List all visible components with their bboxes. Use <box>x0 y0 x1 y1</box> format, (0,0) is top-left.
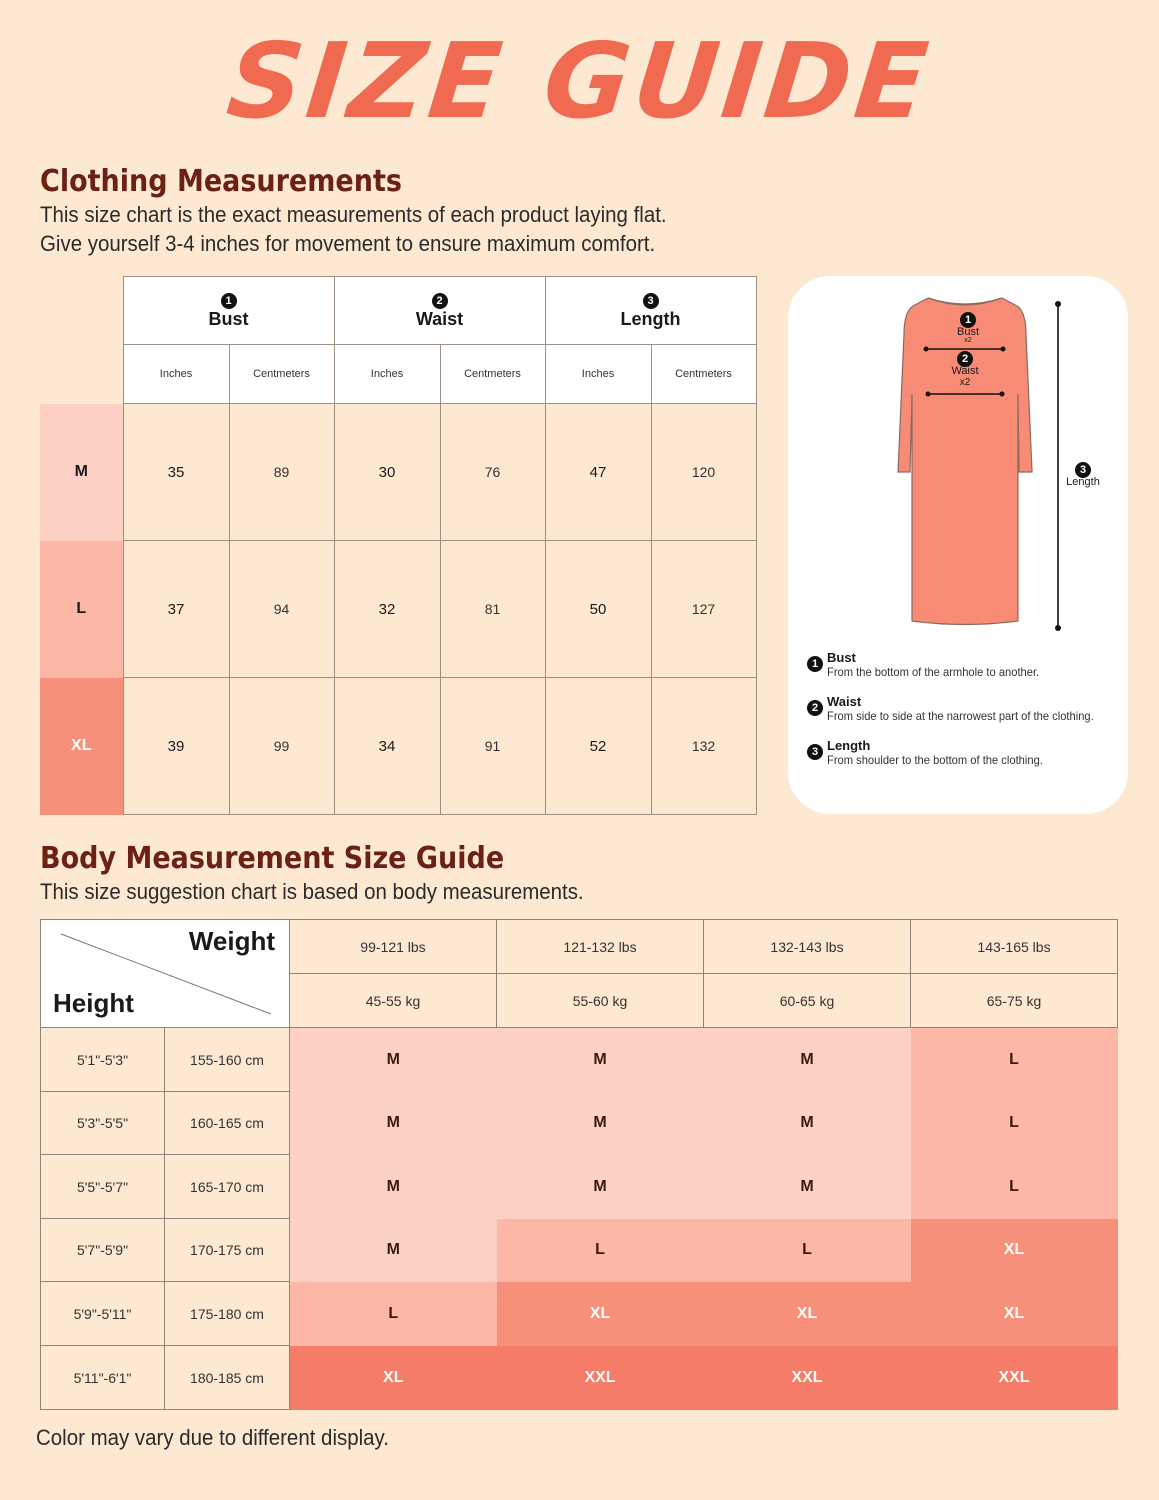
diagram-waist-multiplier: x2 <box>959 377 971 388</box>
unit-header: Inches <box>334 345 440 404</box>
size-cell: M <box>290 1155 497 1219</box>
diagram-bust-label: Bust <box>956 326 979 338</box>
size-cell: M <box>497 1028 704 1092</box>
color-disclaimer: Color may vary due to different display. <box>36 1425 389 1450</box>
size-cell: L <box>704 1219 911 1282</box>
weight-lbs-header: 143-165 lbs <box>911 920 1118 974</box>
table-row <box>40 404 756 541</box>
legend-title: Length <box>827 738 871 753</box>
measurement-cell: 76 <box>440 404 545 541</box>
weight-lbs-header: 99-121 lbs <box>290 920 497 974</box>
legend-title: Waist <box>827 694 862 709</box>
measurement-cell: 37 <box>123 541 229 678</box>
table-row <box>40 678 756 815</box>
measurement-cell: 50 <box>545 541 651 678</box>
measurement-cell: 39 <box>123 678 229 815</box>
clothing-heading: Clothing Measurements <box>40 164 402 199</box>
size-cell: M <box>290 1028 497 1092</box>
size-cell: L <box>290 1282 497 1346</box>
height-ft-cell: 5'11"-6'1" <box>41 1346 165 1410</box>
measurement-cell: 91 <box>440 678 545 815</box>
height-cm-cell: 155-160 cm <box>165 1028 290 1092</box>
clothing-measurements-table <box>40 276 757 815</box>
height-ft-cell: 5'3"-5'5" <box>41 1092 165 1155</box>
number-3-icon: 3 <box>807 744 823 760</box>
measurement-cell: 35 <box>123 404 229 541</box>
height-ft-cell: 5'7"-5'9" <box>41 1219 165 1282</box>
clothing-note-2: Give yourself 3-4 inches for movement to ensure maximum comfort. <box>40 231 656 256</box>
size-cell: L <box>911 1092 1118 1155</box>
legend-item-length <box>807 738 1043 767</box>
body-note: This size suggestion chart is based on body measurements. <box>40 879 584 904</box>
body-measurement-table <box>40 919 1118 1410</box>
number-3-icon: 3 <box>643 293 659 309</box>
unit-header: Centmeters <box>440 345 545 404</box>
size-cell: M <box>497 1092 704 1155</box>
legend-description: From the bottom of the armhole to another. <box>827 665 1040 679</box>
size-cell: M <box>290 1092 497 1155</box>
height-cm-cell: 180-185 cm <box>165 1346 290 1410</box>
size-cell: L <box>911 1155 1118 1219</box>
length-header <box>545 277 756 345</box>
diagram-length-label: Length <box>1066 476 1100 488</box>
size-label: M <box>40 404 123 541</box>
page-title: SIZE GUIDE <box>222 20 937 142</box>
height-ft-cell: 5'1"-5'3" <box>41 1028 165 1092</box>
measurement-cell: 120 <box>651 404 756 541</box>
measurement-cell: 34 <box>334 678 440 815</box>
measurement-cell: 52 <box>545 678 651 815</box>
legend-description: From side to side at the narrowest part of the clothing. <box>827 709 1094 723</box>
size-cell: XXL <box>497 1346 704 1410</box>
size-label: XL <box>40 678 123 815</box>
size-cell: M <box>704 1155 911 1219</box>
weight-height-corner <box>41 920 290 1028</box>
number-2-icon: 2 <box>807 700 823 716</box>
table-corner <box>40 277 123 345</box>
measurement-diagram-card <box>788 276 1128 814</box>
weight-kg-header: 65-75 kg <box>911 974 1118 1028</box>
size-cell: XL <box>911 1282 1118 1346</box>
unit-header: Inches <box>545 345 651 404</box>
unit-header: Centmeters <box>651 345 756 404</box>
measurement-cell: 94 <box>229 541 334 678</box>
legend-item-bust <box>807 650 1040 679</box>
measurement-cell: 127 <box>651 541 756 678</box>
weight-kg-header: 45-55 kg <box>290 974 497 1028</box>
size-cell: XL <box>704 1282 911 1346</box>
size-cell: XL <box>290 1346 497 1410</box>
number-1-icon: 1 <box>960 312 976 328</box>
size-cell: M <box>704 1028 911 1092</box>
legend-item-waist <box>807 694 1094 723</box>
measurement-cell: 99 <box>229 678 334 815</box>
unit-header: Inches <box>123 345 229 404</box>
height-ft-cell: 5'9"-5'11" <box>41 1282 165 1346</box>
size-cell: XL <box>911 1219 1118 1282</box>
height-cm-cell: 165-170 cm <box>165 1155 290 1219</box>
weight-lbs-header: 121-132 lbs <box>497 920 704 974</box>
number-2-icon: 2 <box>432 293 448 309</box>
table-row <box>40 541 756 678</box>
measurement-cell: 30 <box>334 404 440 541</box>
height-cm-cell: 160-165 cm <box>165 1092 290 1155</box>
weight-kg-header: 55-60 kg <box>497 974 704 1028</box>
bust-header <box>123 277 334 345</box>
weight-kg-header: 60-65 kg <box>704 974 911 1028</box>
table-row <box>41 1028 1118 1092</box>
size-cell: M <box>704 1092 911 1155</box>
size-cell: XXL <box>911 1346 1118 1410</box>
size-cell: M <box>497 1155 704 1219</box>
measurement-cell: 132 <box>651 678 756 815</box>
number-1-icon: 1 <box>221 293 237 309</box>
measurement-cell: 47 <box>545 404 651 541</box>
size-cell: L <box>497 1219 704 1282</box>
measurement-cell: 81 <box>440 541 545 678</box>
table-row <box>41 1346 1118 1410</box>
height-label: Height <box>53 988 134 1018</box>
clothing-note-1: This size chart is the exact measurements of each product laying flat. <box>40 202 667 227</box>
diagram-waist-label: Waist <box>951 365 979 377</box>
unit-header: Centmeters <box>229 345 334 404</box>
number-3-icon: 3 <box>1075 462 1091 478</box>
size-cell: L <box>911 1028 1118 1092</box>
waist-header <box>334 277 545 345</box>
measurement-cell: 32 <box>334 541 440 678</box>
weight-label: Weight <box>188 926 275 956</box>
table-row <box>41 1155 1118 1219</box>
weight-lbs-header: 132-143 lbs <box>704 920 911 974</box>
table-row <box>41 1219 1118 1282</box>
height-cm-cell: 175-180 cm <box>165 1282 290 1346</box>
length-header-label: Length <box>620 309 681 329</box>
size-cell: XL <box>497 1282 704 1346</box>
legend-title: Bust <box>827 650 856 665</box>
dress-shape-icon <box>898 298 1032 625</box>
table-row <box>41 1092 1118 1155</box>
diagram-bust-multiplier: x2 <box>964 337 972 344</box>
size-cell: XXL <box>704 1346 911 1410</box>
waist-header-label: Waist <box>415 309 464 329</box>
bust-header-label: Bust <box>208 309 249 329</box>
size-cell: M <box>290 1219 497 1282</box>
legend-description: From shoulder to the bottom of the clothing. <box>827 753 1043 767</box>
body-heading: Body Measurement Size Guide <box>40 841 505 876</box>
measurement-cell: 89 <box>229 404 334 541</box>
height-ft-cell: 5'5"-5'7" <box>41 1155 165 1219</box>
number-2-icon: 2 <box>957 351 973 367</box>
number-1-icon: 1 <box>807 656 823 672</box>
size-label: L <box>40 541 123 678</box>
height-cm-cell: 170-175 cm <box>165 1219 290 1282</box>
table-row <box>41 1282 1118 1346</box>
